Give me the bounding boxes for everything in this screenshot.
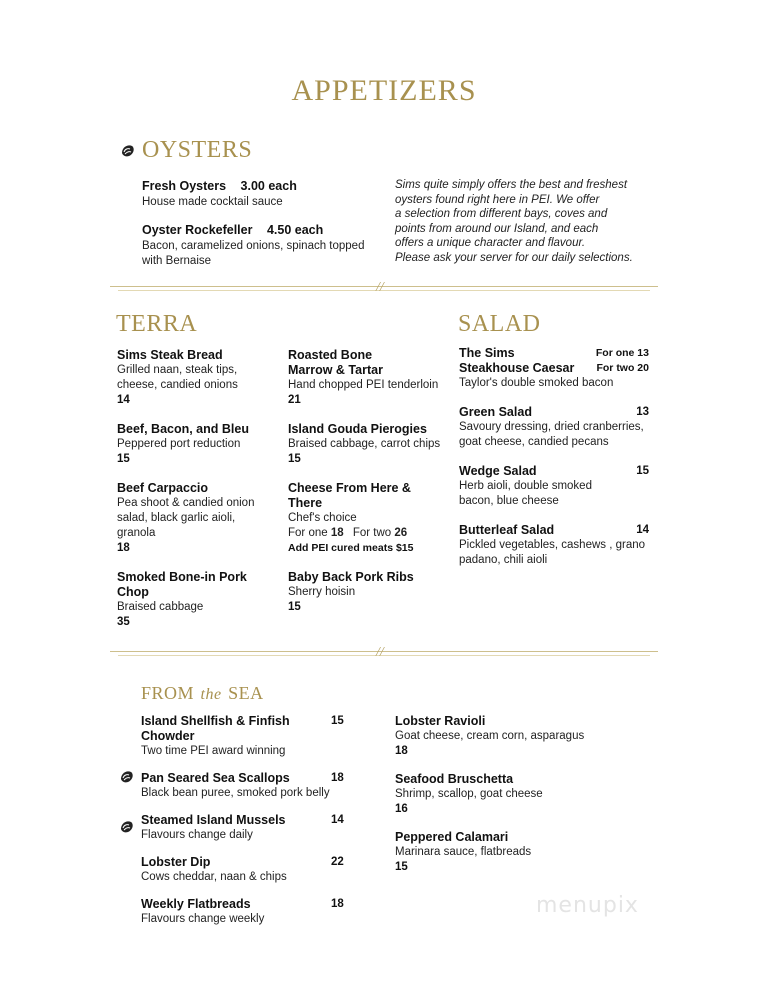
menu-item: Island Gouda Pierogies Braised cabbage, carrot chips 15 (288, 422, 441, 465)
menu-item-fresh-oysters (142, 177, 297, 210)
watermark: menupix (536, 893, 639, 918)
menu-item-oyster-rockefeller (142, 221, 364, 269)
section-divider-thin (118, 290, 650, 291)
oysters-note: Sims quite simply offers the best and freshest oysters found right here in PEI. We offer a selection from different bays, coves and points from around our Island, and each offers a unique character and flavour. Please ask your server for our daily selections. (395, 179, 633, 264)
item-name: Oyster Rockefeller (142, 223, 253, 237)
menu-item: Smoked Bone-in Pork Chop Braised cabbage 35 (117, 570, 247, 628)
sea-column-2 (395, 714, 615, 875)
menu-item: Beef Carpaccio Pea shoot & candied onion salad, black garlic aioli, granola 18 (117, 481, 255, 554)
oyster-icon (119, 769, 135, 785)
terra-column-2 (288, 348, 448, 615)
sea-column-1 (141, 714, 346, 927)
menu-item: Sims Steak Bread Grilled naan, steak tips, cheese, candied onions 14 (117, 348, 238, 406)
menu-item: Lobster Dip 22 Cows cheddar, naan & chips (141, 855, 344, 883)
oyster-icon (119, 819, 135, 835)
item-desc: Bacon, caramelized onions, spinach topped (142, 240, 365, 252)
section-divider (110, 286, 658, 287)
menu-item: Seafood Bruschetta Shrimp, scallop, goat cheese 16 (395, 772, 543, 815)
menu-item: Lobster Ravioli Goat cheese, cream corn, asparagus 18 (395, 714, 585, 757)
page-title: APPETIZERS (291, 74, 477, 107)
menu-item: Peppered Calamari Marinara sauce, flatbreads 15 (395, 830, 532, 873)
section-divider (110, 651, 658, 652)
terra-column-1 (117, 348, 282, 630)
menu-item: Cheese From Here & There Chef's choice For one 18 For two 26 Add PEI cured meats $15 (288, 481, 414, 554)
menu-item: Steamed Island Mussels 14 Flavours change daily (141, 813, 346, 843)
menu-item: Beef, Bacon, and Bleu Peppered port reduction 15 (117, 422, 249, 465)
section-divider-thin (118, 655, 650, 656)
item-name: Fresh Oysters (142, 179, 227, 193)
menu-item: Wedge Salad 15 Herb aioli, double smoked bacon, blue cheese (459, 464, 649, 507)
menu-item: Green Salad 13 Savoury dressing, dried cranberries, goat cheese, candied pecans (459, 405, 649, 448)
menu-item: Butterleaf Salad 14 Pickled vegetables, cashews , grano padano, chili aioli (459, 523, 649, 566)
item-price: 4.50 each (266, 223, 324, 237)
divider-ornament: // (376, 280, 384, 295)
section-heading-salad: SALAD (458, 311, 541, 337)
section-heading-terra: TERRA (116, 311, 198, 337)
section-heading-sea: FROM the SEA (141, 683, 264, 703)
item-price: 3.00 each (240, 179, 297, 193)
menu-item: Weekly Flatbreads 18 Flavours change weekly (141, 897, 344, 925)
menu-item: Roasted Bone Marrow & Tartar Hand chopped PEI tenderloin 21 (288, 348, 439, 406)
item-desc: House made cocktail sauce (142, 196, 283, 208)
item-desc: with Bernaise (142, 255, 212, 267)
menu-item: The Sims Steakhouse Caesar For one 13 For two 20 Taylor's double smoked bacon (459, 346, 649, 389)
salad-column (459, 346, 651, 568)
menu-item: Island Shellfish & Finfish Chowder 15 Two time PEI award winning (141, 714, 344, 757)
divider-ornament: // (376, 645, 384, 660)
section-heading-oysters: OYSTERS (142, 137, 253, 163)
oyster-icon (120, 143, 136, 159)
menu-item: Baby Back Pork Ribs Sherry hoisin 15 (288, 570, 414, 613)
menu-item: Pan Seared Sea Scallops 18 Black bean puree, smoked pork belly (141, 771, 346, 801)
